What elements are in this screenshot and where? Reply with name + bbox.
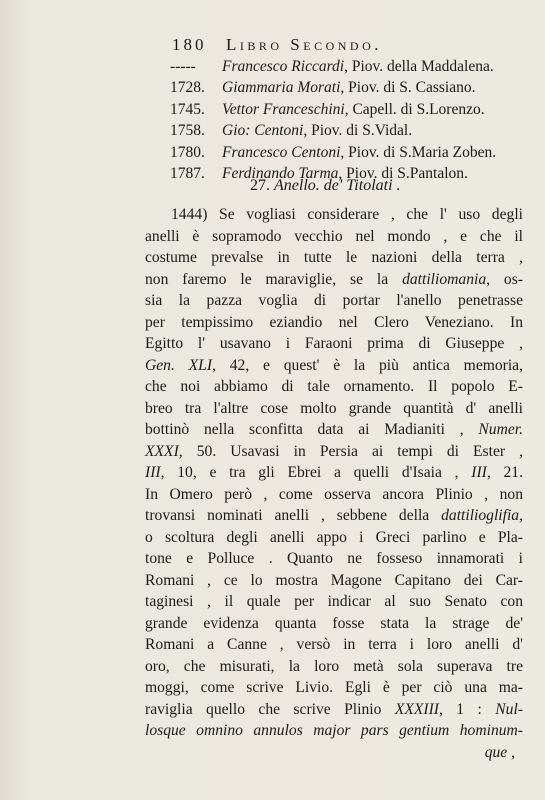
- text-line: [145, 312, 523, 334]
- text-segment: dattilioglifia: [441, 507, 520, 524]
- text-segment: , 50. Usavasi in Persia ai tempi di Ester ,: [178, 442, 523, 460]
- text-line: [145, 355, 523, 377]
- text-segment: breo tra l'altre cose molto grande quantità d' anelli: [145, 399, 523, 417]
- text-line: [145, 656, 523, 678]
- text-line: [145, 527, 523, 549]
- text-segment: dattiliomania: [402, 270, 487, 288]
- section-number: 27.: [250, 177, 270, 194]
- text-line: [145, 484, 523, 506]
- text-line: [145, 634, 523, 656]
- listing-row: [170, 120, 530, 141]
- listing-name: Ferdinando Tarma: [222, 164, 339, 182]
- listing-row: [170, 99, 530, 120]
- text-segment: , 42, e quest' è la più antica memoria,: [212, 356, 524, 374]
- text-segment: losque omnino annulos major pars gentium hominum-: [145, 722, 523, 739]
- text-segment: non faremo le maraviglie, se la: [145, 270, 403, 288]
- text-segment: que ,: [484, 743, 515, 761]
- text-segment: 1444) Se vogliasi considerare , che l' uso degli: [171, 206, 523, 223]
- listing-office: , Piov. della Maddalena.: [344, 58, 494, 75]
- text-segment: trovansi nominati anelli , sebbene della: [145, 507, 442, 524]
- text-segment: oro, che misurati, la loro metà sola superava tre: [145, 657, 523, 675]
- page-number: 180: [172, 35, 207, 54]
- listing-row: [170, 56, 530, 77]
- text-line: [145, 398, 523, 420]
- text-line: [145, 570, 523, 592]
- listing-office: , Piov. di S.Pantalon.: [338, 164, 468, 182]
- text-segment: sia la pazza voglia di portar l'anello penetrasse: [145, 292, 523, 309]
- listing-row: [170, 77, 530, 98]
- listing-year: 1787.: [170, 164, 205, 182]
- text-line: [145, 613, 523, 635]
- text-segment: Romani , ce lo mostra Magone Capitano dei Car-: [145, 571, 523, 589]
- text-segment: moggi, come scrive Livio. Egli è per ciò una ma-: [145, 679, 523, 696]
- text-line: [145, 441, 523, 463]
- text-line: [145, 247, 523, 269]
- text-segment: ,: [519, 507, 523, 524]
- listing-name: Francesco Centoni: [222, 143, 341, 161]
- text-segment: XXXIII: [394, 700, 439, 718]
- text-segment: Gen. XLI: [145, 356, 213, 374]
- running-header: [172, 34, 472, 56]
- text-segment: III: [471, 464, 487, 481]
- text-segment: raviglia quello che scrive Plinio: [145, 700, 395, 718]
- text-segment: per tempissimo eziandio nel Clero Veneziano. In: [145, 313, 523, 331]
- text-line: [145, 548, 523, 570]
- text-segment: che noi abbiamo di tale ornamento. Il popolo E-: [145, 378, 523, 395]
- text-line: [145, 333, 523, 355]
- listing-name: Francesco Riccardi: [222, 58, 345, 75]
- text-line: [145, 226, 523, 248]
- text-line: [145, 462, 523, 484]
- listing-year: 1745.: [170, 100, 205, 118]
- listing-year: -----: [170, 58, 196, 75]
- paragraph-1444: [145, 204, 523, 763]
- text-line: [145, 720, 523, 742]
- listing-name: Giammaria Morati: [222, 79, 341, 97]
- text-line: [145, 376, 523, 398]
- text-segment: , 21.: [486, 464, 523, 481]
- section-title: Anello. de' Titolati .: [274, 177, 401, 194]
- text-line: [145, 591, 523, 613]
- text-segment: Romani a Canne , versò in terra i loro anelli d': [145, 636, 523, 653]
- listing-office: , Piov. di S. Cassiano.: [340, 79, 476, 97]
- text-segment: XXXI: [145, 442, 179, 460]
- listing-name: Gio: Centoni: [222, 122, 304, 140]
- text-segment: tone e Polluce . Quanto ne fosseso innamorati i: [145, 550, 523, 567]
- listing-year: 1758.: [170, 122, 205, 140]
- listing-name: Vettor Franceschini: [222, 100, 345, 118]
- listing-year: 1780.: [170, 143, 205, 161]
- text-segment: Numer.: [478, 421, 523, 438]
- text-segment: o scoltura degli anelli appo i Greci parlino e Pla-: [145, 528, 523, 546]
- text-segment: III: [145, 464, 161, 481]
- text-line: [145, 419, 523, 441]
- text-segment: costume prevalse in tutte le nazioni della terra ,: [145, 249, 523, 266]
- section-heading: [250, 177, 401, 195]
- text-segment: In Omero però , come osserva ancora Plinio , non: [145, 485, 523, 503]
- text-segment: Egitto l' usavano i Faraoni prima di Giuseppe ,: [145, 335, 523, 352]
- text-line: [145, 699, 523, 721]
- text-segment: anelli è sopramodo vecchio nel mondo , e che il: [145, 227, 523, 245]
- text-segment: bottinò nella sconfitta data ai Madianiti ,: [145, 421, 479, 438]
- listing-office: , Capell. di S.Lorenzo.: [344, 100, 485, 118]
- text-line: [145, 269, 523, 291]
- listing-office: , Piov. di S.Maria Zoben.: [340, 143, 497, 161]
- text-line: [145, 742, 523, 764]
- text-line: [145, 204, 523, 226]
- text-segment: , os-: [486, 270, 523, 288]
- text-segment: taginesi , il quale per indicar al suo Senato con: [145, 593, 523, 610]
- listing-year: 1728.: [170, 79, 205, 97]
- text-line: [145, 505, 523, 527]
- text-line: [145, 290, 523, 312]
- text-segment: grande evidenza quanta fosse stata la strage de': [145, 614, 523, 632]
- text-segment: Nul-: [495, 700, 523, 718]
- listing-office: , Piov. di S.Vidal.: [303, 122, 413, 140]
- clergy-listing: [170, 56, 530, 184]
- text-segment: , 10, e tra gli Ebrei a quelli d'Isaia ,: [160, 464, 472, 481]
- running-title: Libro Secondo.: [226, 35, 383, 54]
- listing-row: [170, 142, 530, 163]
- text-segment: , 1 :: [438, 700, 496, 718]
- text-line: [145, 677, 523, 699]
